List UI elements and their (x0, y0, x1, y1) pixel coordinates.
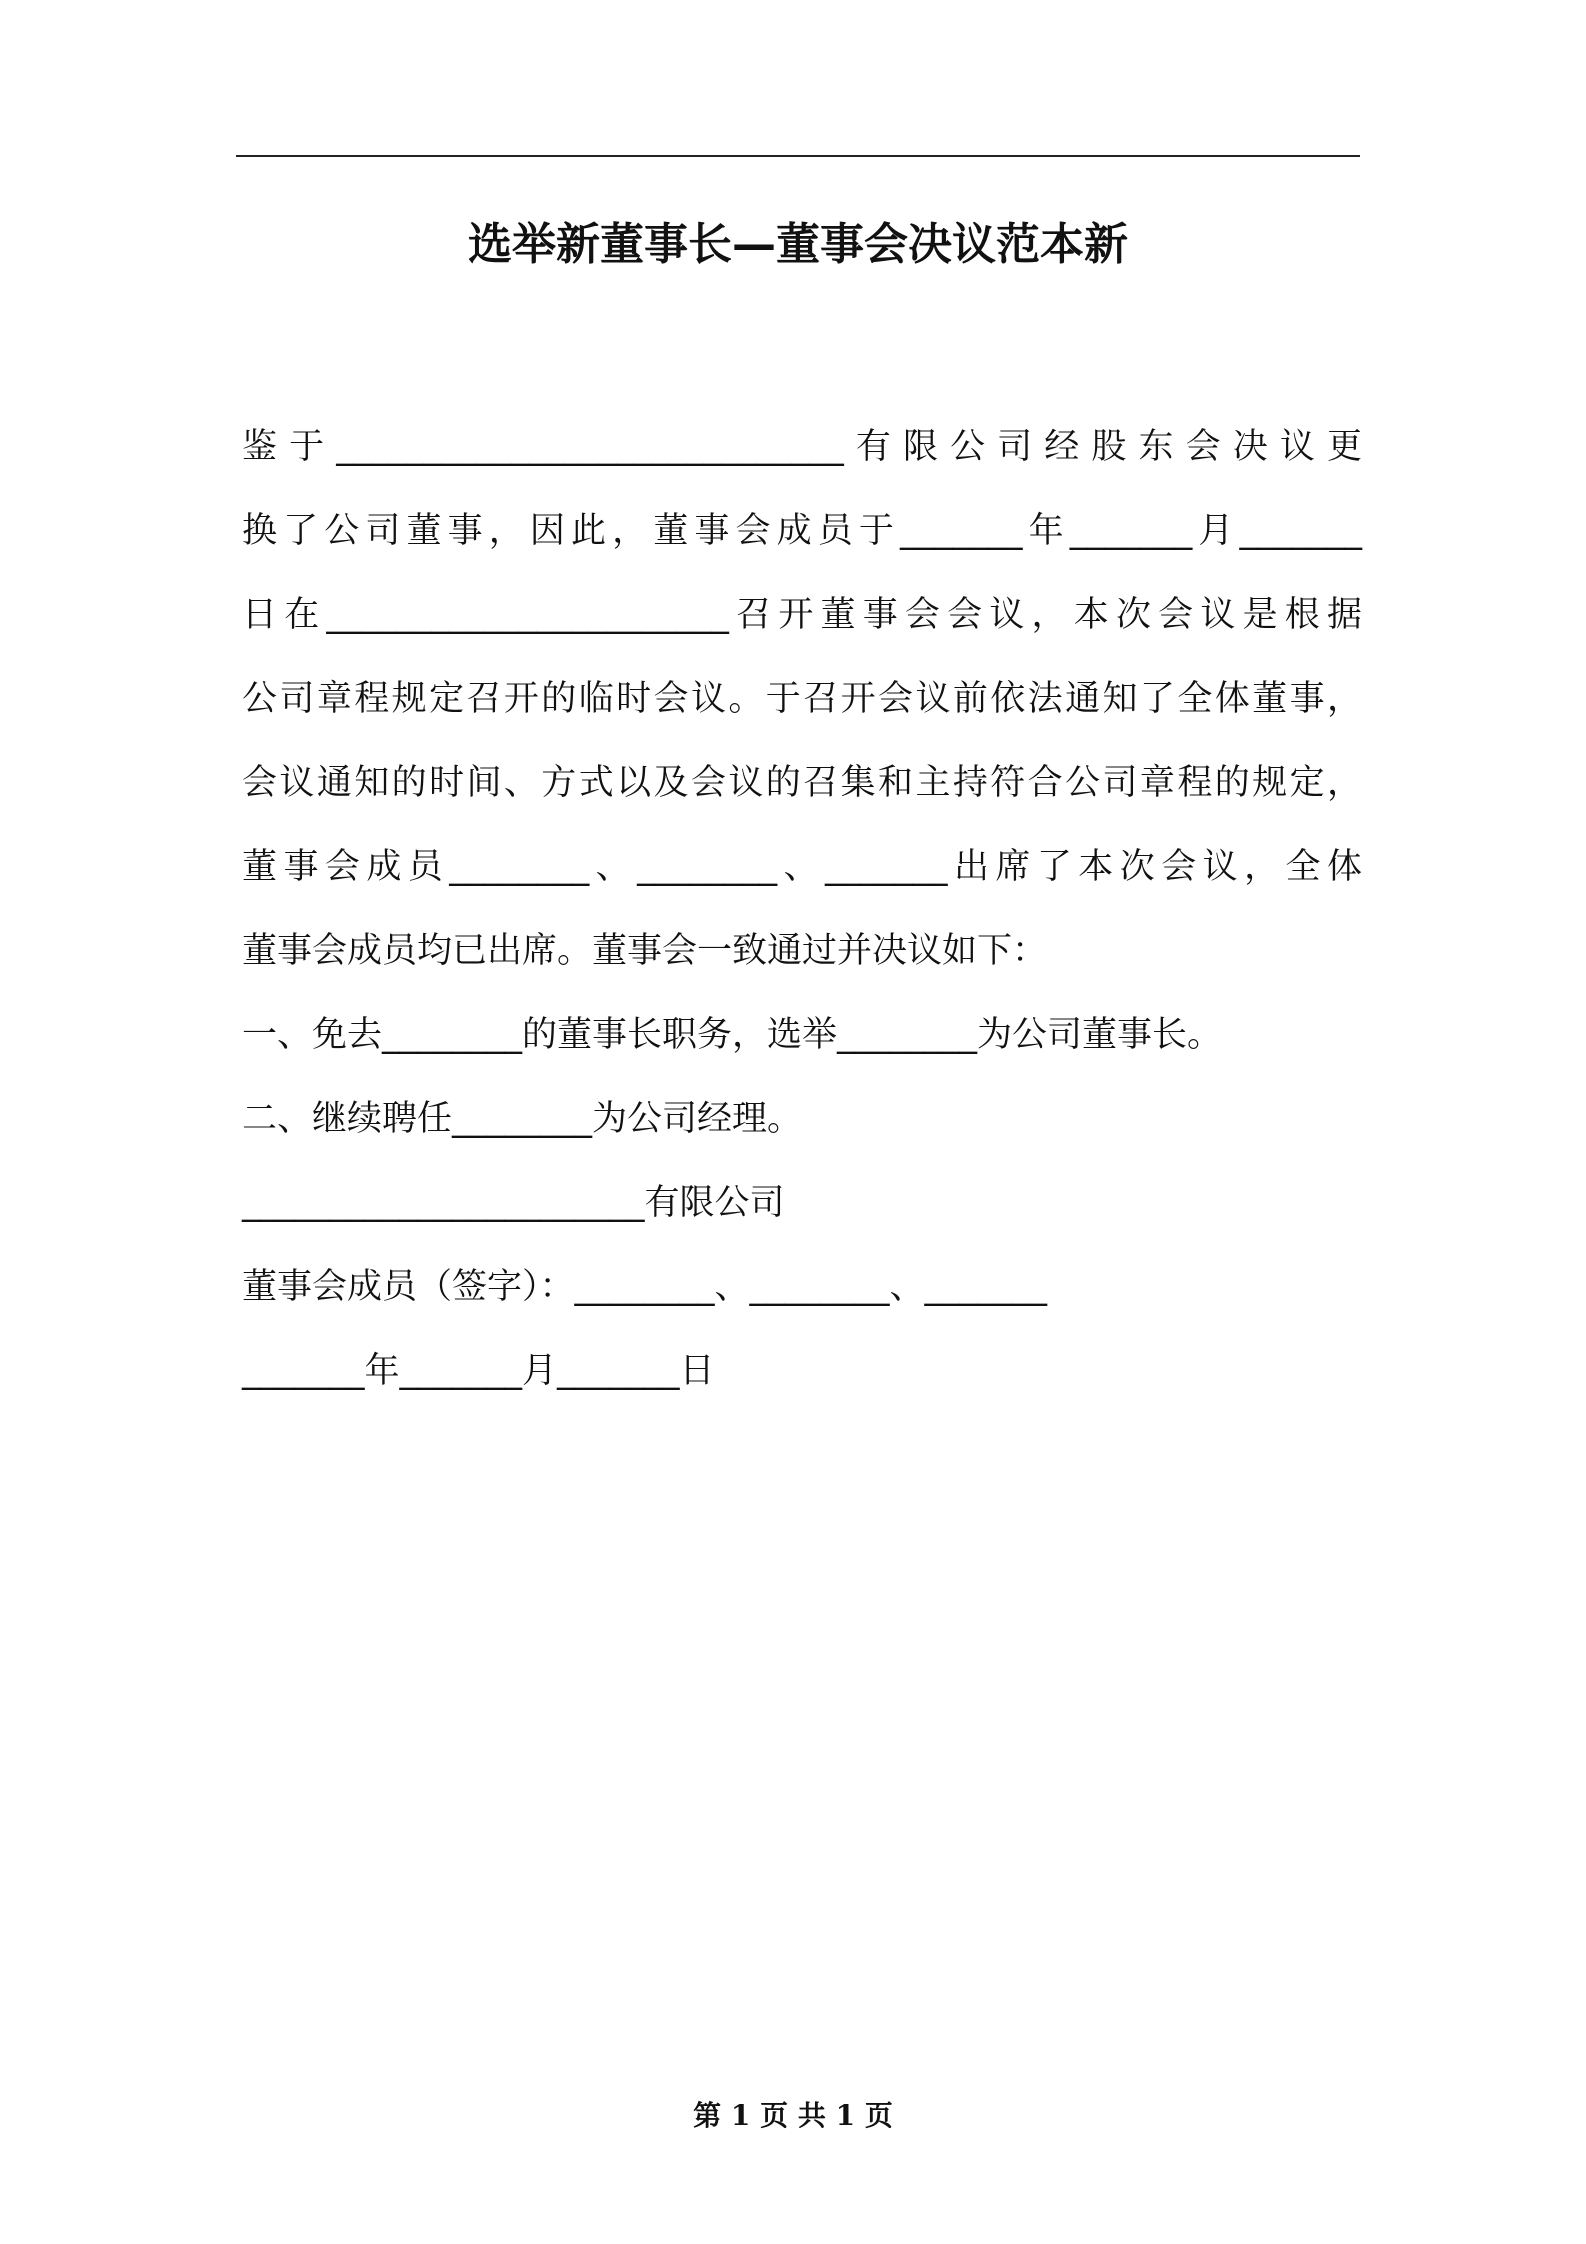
paragraph-line: 公司章程规定召开的临时会议。于召开会议前依法通知了全体董事， (242, 679, 1362, 719)
resolution-item-2: 二、继续聘任________为公司经理。 (242, 1099, 803, 1139)
company-signature-line: _______________________有限公司 (242, 1183, 785, 1223)
header-rule (236, 155, 1360, 157)
board-signatures-line: 董事会成员（签字）：________、________、_______ (242, 1267, 1048, 1307)
paragraph-line: 董事会成员________、________、_______出席了本次会议，全体 (242, 847, 1362, 887)
document-title: 选举新董事长—董事会决议范本新 (468, 219, 1128, 270)
paragraph-line: 董事会成员均已出席。董事会一致通过并决议如下： (242, 931, 1048, 971)
paragraph-line: 鉴于_____________________________有限公司经股东会决议更 (242, 427, 1362, 467)
paragraph-line: 日在_______________________召开董事会会议，本次会议是根据 (242, 595, 1362, 635)
paragraph-line: 会议通知的时间、方式以及会议的召集和主持符合公司章程的规定， (242, 763, 1362, 803)
resolution-item-1: 一、免去________的董事长职务，选举________为公司董事长。 (242, 1015, 1223, 1055)
date-line: _______年_______月_______日 (242, 1351, 715, 1391)
document-body (242, 405, 1362, 1413)
paragraph-line: 换了公司董事，因此，董事会成员于_______年_______月_______ (242, 511, 1362, 551)
page-number-footer: 第 1 页 共 1 页 (693, 2099, 893, 2132)
